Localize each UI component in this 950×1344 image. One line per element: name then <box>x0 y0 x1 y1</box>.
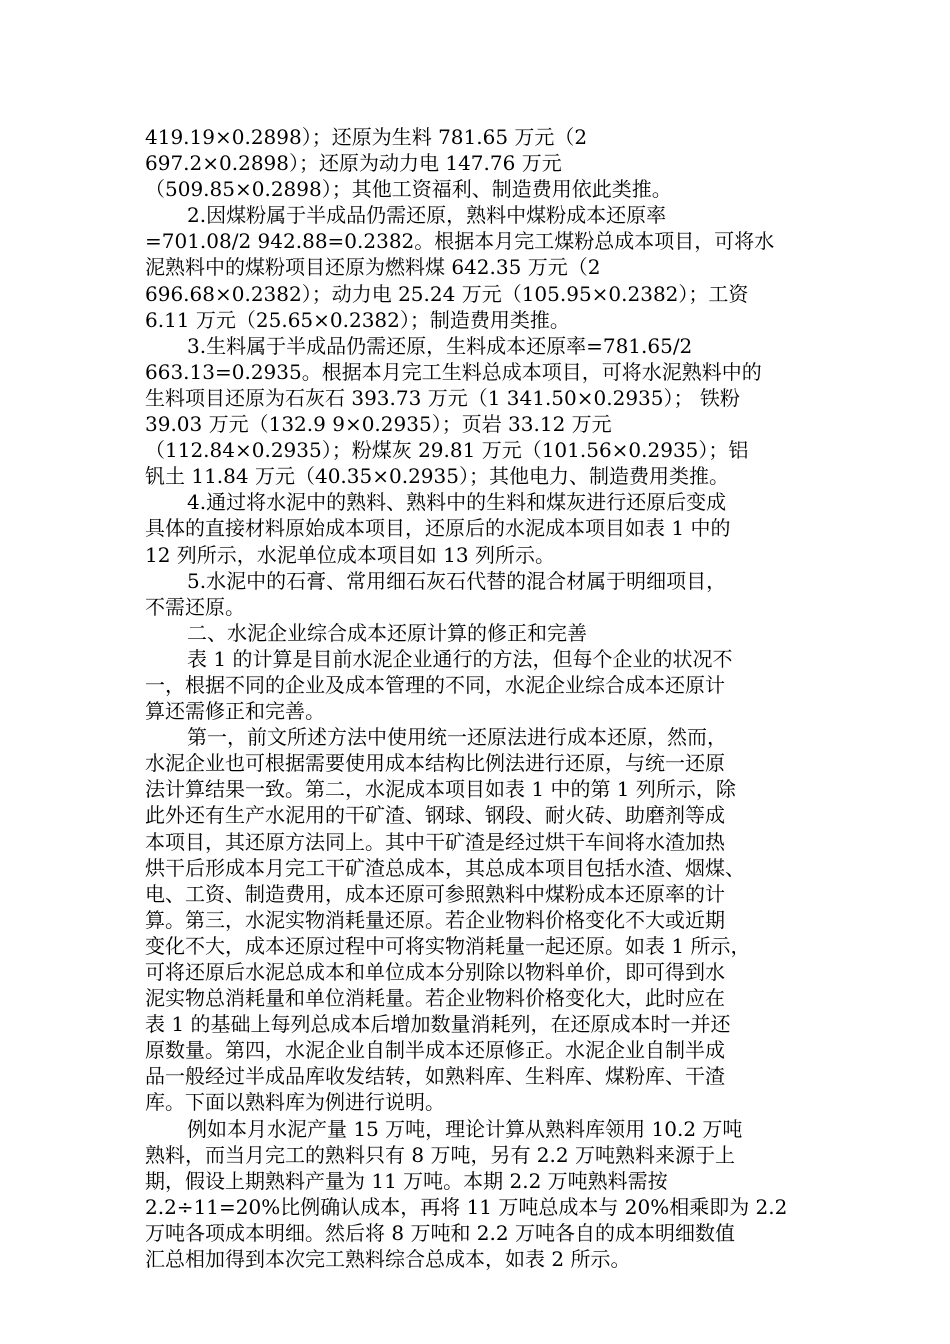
text-line: 例如本月水泥产量 15 万吨，理论计算从熟料库领用 10.2 万吨 <box>187 1116 743 1141</box>
text-line: 12 列所示，水泥单位成本项目如 13 列所示。 <box>145 542 555 567</box>
text-line: 2.2÷11=20%比例确认成本，再将 11 万吨总成本与 20%相乘即为 2.2 <box>145 1194 788 1219</box>
text-line: 算。第三，水泥实物消耗量还原。若企业物料价格变化不大或近期 <box>145 907 725 932</box>
text-line: 万吨各项成本明细。然后将 8 万吨和 2.2 万吨各自的成本明细数值 <box>145 1220 735 1245</box>
document-page <box>145 124 805 1272</box>
text-line: 表 1 的基础上每列总成本后增加数量消耗列，在还原成本时一并还 <box>145 1012 731 1037</box>
text-line: 汇总相加得到本次完工熟料综合总成本，如表 2 所示。 <box>145 1247 631 1272</box>
text-line: 可将还原后水泥总成本和单位成本分别除以物料单价，即可得到水 <box>145 960 725 984</box>
text-line: 具体的直接材料原始成本项目，还原后的水泥成本项目如表 1 中的 <box>145 516 731 541</box>
text-line: 6.11 万元（25.65×0.2382）；制造费用类推。 <box>145 307 570 332</box>
text-line: 水泥企业也可根据需要使用成本结构比例法进行还原，与统一还原 <box>145 751 725 776</box>
text-line: 3.生料属于半成品仍需还原，生料成本还原率=781.65/2 <box>187 333 693 358</box>
text-line: 此外还有生产水泥用的干矿渣、钢球、钢段、耐火砖、助磨剂等成 <box>145 803 725 828</box>
text-line: 泥实物总消耗量和单位消耗量。若企业物料价格变化大，此时应在 <box>145 986 725 1011</box>
text-line: （112.84×0.2935）；粉煤灰 29.81 万元（101.56×0.2935）；铝 <box>145 438 749 463</box>
text-line: 2.因煤粉属于半成品仍需还原，熟料中煤粉成本还原率 <box>187 203 667 228</box>
text-line: 39.03 万元（132.9 9×0.2935）；页岩 33.12 万元 <box>145 412 612 437</box>
text-line: 算还需修正和完善。 <box>145 699 325 724</box>
text-line: 663.13=0.2935。根据本月完工生料总成本项目，可将水泥熟料中的 <box>145 359 762 384</box>
text-line: 钒土 11.84 万元（40.35×0.2935）；其他电力、制造费用类推。 <box>145 464 729 489</box>
text-line: 熟料，而当月完工的熟料只有 8 万吨，另有 2.2 万吨熟料来源于上 <box>145 1142 735 1167</box>
text-line: 4.通过将水泥中的熟料、熟料中的生料和煤灰进行还原后变成 <box>187 490 727 515</box>
text-line: 电、工资、制造费用，成本还原可参照熟料中煤粉成本还原率的计 <box>145 881 725 906</box>
text-line: =701.08/2 942.88=0.2382。根据本月完工煤粉总成本项目，可将水 <box>145 229 775 254</box>
text-line: 5.水泥中的石膏、常用细石灰石代替的混合材属于明细项目， <box>187 568 727 593</box>
text-line: 烘干后形成本月完工干矿渣总成本，其总成本项目包括水渣、烟煤、 <box>145 855 745 880</box>
text-line: 二、水泥企业综合成本还原计算的修正和完善 <box>187 620 587 645</box>
text-line: 696.68×0.2382）；动力电 25.24 万元（105.95×0.2382）；工资 <box>145 281 749 306</box>
text-line: 第一，前文所述方法中使用统一还原法进行成本还原，然而， <box>187 725 727 750</box>
text-line: 生料项目还原为石灰石 393.73 万元（1 341.50×0.2935）； 铁粉 <box>145 385 740 410</box>
text-line: 一，根据不同的企业及成本管理的不同，水泥企业综合成本还原计 <box>145 672 725 697</box>
text-line: 库。下面以熟料库为例进行说明。 <box>145 1090 445 1115</box>
text-line: 不需还原。 <box>145 594 245 619</box>
text-line: （509.85×0.2898）；其他工资福利、制造费用依此类推。 <box>145 177 672 202</box>
text-line: 泥熟料中的煤粉项目还原为燃料煤 642.35 万元（2 <box>145 255 601 280</box>
text-line: 697.2×0.2898）；还原为动力电 147.76 万元 <box>145 151 562 176</box>
text-line: 本项目，其还原方法同上。其中干矿渣是经过烘干车间将水渣加热 <box>145 829 725 854</box>
text-line: 变化不大，成本还原过程中可将实物消耗量一起还原。如表 1 所示， <box>145 933 751 958</box>
text-line: 期，假设上期熟料产量为 11 万吨。本期 2.2 万吨熟料需按 <box>145 1168 668 1193</box>
text-line: 419.19×0.2898）；还原为生料 781.65 万元（2 <box>145 125 588 149</box>
text-line: 品一般经过半成品库收发结转，如熟料库、生料库、煤粉库、干渣 <box>145 1064 725 1089</box>
text-line: 表 1 的计算是目前水泥企业通行的方法，但每个企业的状况不 <box>187 646 733 671</box>
text-line: 法计算结果一致。第二，水泥成本项目如表 1 中的第 1 列所示，除 <box>145 777 736 802</box>
text-line: 原数量。第四，水泥企业自制半成本还原修正。水泥企业自制半成 <box>145 1038 725 1063</box>
